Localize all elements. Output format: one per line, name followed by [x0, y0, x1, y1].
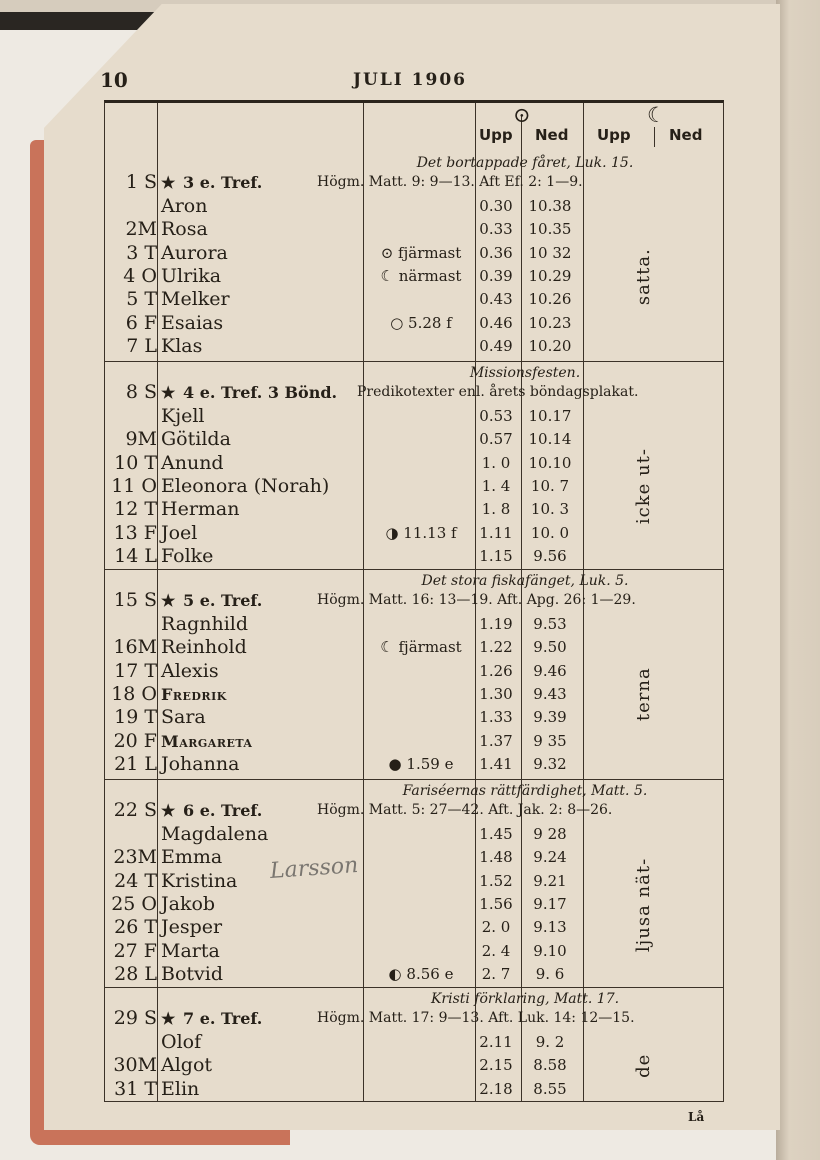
sunset-time: 10.14: [528, 430, 572, 449]
day-row: [105, 730, 723, 753]
day-number: 19 T: [114, 706, 157, 729]
day-number: 12 T: [114, 498, 157, 521]
sunset-time: 10.17: [528, 407, 572, 425]
day-name: Esaias: [161, 311, 224, 334]
star-icon: ★: [161, 1009, 176, 1028]
moon-header-divider: [654, 127, 655, 147]
sunday-date: 15 S: [113, 589, 157, 611]
sunrise-time: 0.33: [479, 220, 513, 239]
sunday-readings: Högm. Matt. 9: 9—13. Aft Ef. 2: 1—9.: [317, 174, 583, 190]
day-row: [105, 660, 723, 683]
day-row: [105, 522, 723, 545]
day-name: Folke: [161, 544, 214, 567]
week-gospel: Det bortappade fåret, Luk. 15.: [416, 155, 634, 171]
day-number: 7 L: [126, 334, 157, 357]
moon-column-text: ljusa nät-: [633, 857, 654, 952]
moon-column-text: icke ut-: [633, 448, 654, 525]
day-number: 3 T: [126, 241, 157, 264]
week-gospel: Det stora fiskafänget, Luk. 5.: [421, 573, 629, 589]
day-row: [105, 265, 723, 288]
day-row: [105, 288, 723, 311]
sunrise-time: 1.56: [479, 894, 513, 913]
day-number: 24 T: [114, 869, 157, 892]
day-name: Joel: [161, 521, 198, 544]
day-name: Aurora: [161, 241, 228, 264]
sunrise-time: 1. 4: [481, 476, 511, 495]
sunrise-time: 1.45: [479, 825, 513, 843]
day-row: [105, 706, 723, 729]
sunrise-time: 1.52: [479, 871, 513, 890]
sun-down-header: Ned: [535, 126, 569, 144]
sunset-time: 9.46: [533, 661, 567, 680]
sunrise-time: 1. 8: [481, 500, 511, 519]
star-icon: ★: [161, 591, 176, 610]
sunrise-time: 2.15: [479, 1056, 513, 1075]
page-title: JULI 1906: [352, 70, 467, 90]
day-row: [105, 335, 723, 358]
day-name: Olof: [161, 1031, 202, 1053]
sunset-time: 9 28: [533, 825, 567, 843]
sunrise-time: 0.49: [479, 336, 513, 355]
astro-note: ○ 5.28 f: [390, 313, 452, 332]
sunrise-time: 1.41: [479, 754, 513, 773]
star-icon: ★: [161, 383, 176, 402]
day-name: Fredrik: [161, 684, 227, 704]
sunday-title: 6 e. Tref.: [183, 801, 263, 820]
sunset-time: 9.53: [533, 615, 567, 633]
week-divider: [105, 987, 723, 988]
page-footer: Lå: [688, 1110, 705, 1124]
day-name: Sara: [161, 706, 206, 729]
day-name: Botvid: [161, 962, 224, 985]
day-row: [105, 1054, 723, 1077]
sunrise-time: 1.33: [479, 708, 513, 727]
sunrise-time: 0.39: [479, 266, 513, 285]
sunset-time: 9.43: [533, 684, 567, 703]
week-divider: [105, 569, 723, 570]
sunday-row: [105, 1007, 723, 1030]
sunday-date: 22 S: [113, 799, 157, 821]
day-row: [105, 636, 723, 659]
astro-note: ◐ 8.56 e: [388, 964, 454, 983]
sunday-date: 8 S: [125, 381, 157, 403]
day-name: Aron: [161, 195, 208, 217]
star-icon: ★: [161, 801, 176, 820]
sunset-time: 10.20: [528, 336, 572, 355]
sunset-time: 10 32: [528, 243, 572, 262]
astro-note: ◑ 11.13 f: [385, 523, 457, 542]
moon-up-header: Upp: [597, 126, 631, 144]
day-number: 25 O: [111, 892, 157, 915]
sunrise-time: 0.53: [479, 407, 513, 425]
star-icon: ★: [161, 173, 176, 192]
sunrise-time: 0.36: [479, 243, 513, 262]
sunset-time: 10.26: [528, 290, 572, 309]
day-number: 10 T: [114, 451, 157, 474]
day-number: 9M: [125, 428, 157, 451]
sunrise-time: 1.15: [479, 546, 513, 565]
sunset-time: 9.39: [533, 708, 567, 727]
day-number: 26 T: [114, 916, 157, 939]
day-row: [105, 683, 723, 706]
sunset-time: 9.50: [533, 638, 567, 657]
sunset-time: 9.24: [533, 848, 567, 867]
day-name: Anund: [161, 451, 224, 474]
day-number: 23M: [113, 846, 157, 869]
day-name: Reinhold: [161, 636, 247, 659]
sunset-time: 8.55: [533, 1079, 567, 1098]
day-row: [105, 452, 723, 475]
sunset-time: 10.10: [528, 453, 572, 472]
sunday-title: 5 e. Tref.: [183, 591, 263, 610]
week-gospel: Fariséernas rättfärdighet, Matt. 5.: [402, 783, 648, 799]
week-divider: [105, 361, 723, 362]
day-name: Melker: [161, 288, 230, 311]
sunday-readings: Högm. Matt. 16: 13—19. Aft. Apg. 26: 1—29.: [317, 592, 636, 608]
day-row: [105, 940, 723, 963]
day-number: 18 O: [111, 682, 157, 705]
sunday-row: [105, 381, 723, 404]
day-name: Kjell: [161, 405, 205, 427]
day-name: Eleonora (Norah): [161, 474, 330, 497]
sunrise-time: 1.37: [479, 731, 513, 750]
day-row: [105, 428, 723, 451]
sunrise-time: 1.30: [479, 684, 513, 703]
sunset-time: 10.35: [528, 220, 572, 239]
sunday-row: [105, 799, 723, 822]
day-row: [105, 870, 723, 893]
day-row: [105, 498, 723, 521]
day-name: Jakob: [161, 892, 216, 915]
sunset-time: 10. 7: [530, 476, 570, 495]
day-name: Marta: [161, 939, 220, 962]
sunrise-time: 2. 7: [481, 964, 511, 983]
moon-column-text: de: [633, 1053, 654, 1079]
sunset-time: 10.38: [528, 197, 572, 215]
page-number: 10: [100, 68, 128, 92]
sunrise-time: 2.18: [479, 1079, 513, 1098]
day-number: 16M: [113, 636, 157, 659]
sunset-time: 10.29: [528, 266, 572, 285]
day-row: [105, 846, 723, 869]
handwritten-note: Larsson: [269, 852, 360, 885]
day-row: [105, 218, 723, 241]
day-row: [105, 613, 723, 636]
day-row: [105, 893, 723, 916]
sunrise-time: 2.11: [479, 1033, 513, 1051]
week-gospel: Kristi förklaring, Matt. 17.: [430, 991, 620, 1007]
sunset-time: 9. 6: [535, 964, 565, 983]
day-row: [105, 545, 723, 568]
day-row: [105, 405, 723, 428]
day-name: Jesper: [161, 916, 223, 939]
sunset-time: 9.13: [533, 918, 567, 937]
sunday-title: 7 e. Tref.: [183, 1009, 263, 1028]
sunday-readings: Högm. Matt. 5: 27—42. Aft. Jak. 2: 8—26.: [317, 802, 613, 818]
day-row: [105, 823, 723, 846]
day-name: Herman: [161, 498, 240, 521]
day-name: Kristina: [161, 869, 238, 892]
sunday-date: 29 S: [113, 1007, 157, 1029]
sunset-time: 10. 0: [530, 523, 570, 542]
sunset-time: 9. 2: [535, 1033, 565, 1051]
sunrise-time: 1.22: [479, 638, 513, 657]
sunrise-time: 1. 0: [481, 453, 511, 472]
day-row: [105, 1078, 723, 1101]
day-number: 17 T: [114, 659, 157, 682]
day-row: [105, 242, 723, 265]
sunday-row: [105, 589, 723, 612]
day-row: [105, 753, 723, 776]
day-number: 6 F: [125, 311, 157, 334]
sun-up-header: Upp: [479, 126, 513, 144]
sun-icon: ⊙: [513, 103, 531, 127]
day-row: [105, 312, 723, 335]
almanac-table: [104, 100, 724, 1102]
sunday-row: [105, 171, 723, 194]
sunset-time: 10. 3: [530, 500, 570, 519]
astro-note: ☾ närmast: [380, 266, 462, 285]
day-row: [105, 963, 723, 986]
astro-note: ☾ fjärmast: [380, 638, 462, 657]
sunset-time: 8.58: [533, 1056, 567, 1075]
sunrise-time: 0.46: [479, 313, 513, 332]
day-number: 2M: [125, 218, 157, 241]
day-number: 4 O: [123, 264, 157, 287]
day-row: [105, 475, 723, 498]
sunrise-time: 0.57: [479, 430, 513, 449]
sunday-readings: Högm. Matt. 17: 9—13. Aft. Luk. 14: 12—15.: [317, 1010, 635, 1026]
moon-column-text: terna: [633, 667, 654, 722]
day-name: Algot: [161, 1054, 213, 1077]
sunrise-time: 0.30: [479, 197, 513, 215]
sunset-time: 10.23: [528, 313, 572, 332]
sunrise-time: 1.19: [479, 615, 513, 633]
day-row: [105, 1031, 723, 1054]
sunset-time: 9 35: [533, 731, 567, 750]
moon-column-text: satta.: [633, 248, 654, 305]
sunset-time: 9.32: [533, 754, 567, 773]
day-name: Ragnhild: [161, 613, 249, 635]
week-divider: [105, 779, 723, 780]
day-name: Emma: [161, 846, 223, 869]
sunday-readings: Predikotexter enl. årets böndagsplakat.: [357, 384, 639, 400]
sunday-title: 4 e. Tref. 3 Bönd.: [183, 383, 338, 402]
day-number: 21 L: [114, 752, 157, 775]
day-number: 31 T: [114, 1077, 157, 1100]
sunrise-time: 1.48: [479, 848, 513, 867]
sunset-time: 9.56: [533, 546, 567, 565]
day-number: 27 F: [113, 939, 157, 962]
day-name: Alexis: [161, 659, 219, 682]
day-number: 11 O: [111, 474, 157, 497]
moon-down-header: Ned: [669, 126, 703, 144]
sunrise-time: 1.11: [479, 523, 513, 542]
sunrise-time: 2. 0: [481, 918, 511, 937]
day-row: [105, 195, 723, 218]
day-name: Götilda: [161, 428, 231, 451]
day-number: 14 L: [114, 544, 157, 567]
book-shadow: [0, 12, 160, 30]
week-gospel: Missionsfesten.: [469, 365, 581, 381]
day-name: Klas: [161, 334, 203, 357]
sunrise-time: 0.43: [479, 290, 513, 309]
sunset-time: 9.21: [533, 871, 567, 890]
sunrise-time: 2. 4: [481, 941, 511, 960]
day-number: 13 F: [113, 521, 157, 544]
day-row: [105, 916, 723, 939]
moon-icon: ☾: [647, 103, 666, 127]
day-number: 5 T: [126, 288, 157, 311]
sunset-time: 9.10: [533, 941, 567, 960]
astro-note: ⊙ fjärmast: [380, 243, 462, 262]
day-name: Ulrika: [161, 264, 222, 287]
next-page-edge: [776, 0, 820, 1160]
day-number: 28 L: [114, 962, 157, 985]
sunday-title: 3 e. Tref.: [183, 173, 263, 192]
day-name: Magdalena: [161, 823, 269, 845]
day-name: Margareta: [161, 731, 253, 751]
astro-note: ● 1.59 e: [388, 754, 454, 773]
day-number: 20 F: [113, 729, 157, 752]
day-number: 30M: [113, 1054, 157, 1077]
sunset-time: 9.17: [533, 894, 567, 913]
day-name: Johanna: [161, 752, 240, 775]
day-name: Elin: [161, 1077, 200, 1100]
sunday-date: 1 S: [125, 171, 157, 193]
day-name: Rosa: [161, 218, 208, 241]
sunrise-time: 1.26: [479, 661, 513, 680]
